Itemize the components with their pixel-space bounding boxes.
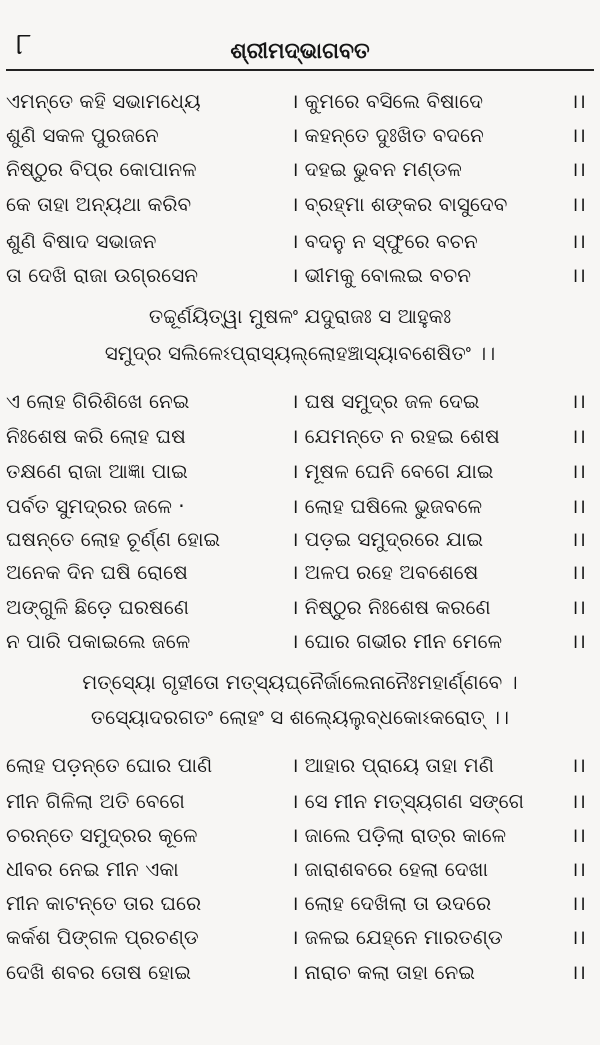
couplet-row <box>0 744 600 784</box>
sanskrit-sloka-line: ତଚ୍ଚୂର୍ଣୟିତ୍ୱା ମୁଷଳଂ ଯଦୁରାଜଃ ସ ଆହୁକଃ <box>148 304 452 328</box>
verse-end-mark: ।। <box>570 494 586 518</box>
verse-end-mark: ।। <box>570 789 586 813</box>
sanskrit-sloka-line: ତସ୍ୟୋଦରଗତଂ ଲୋହଂ ସ ଶଲ୍ୟେଲୁବ୍ଧକୋଽକରୋତ୍ ।। <box>90 705 510 729</box>
sanskrit-sloka-line: ସମୁଦ୍ର ସଲିଳେଽପ୍ରାସ୍ୟଲ୍ଲୋହଞ୍ଚାସ୍ୟାବଶେଷିତଂ ।। <box>104 341 496 365</box>
couplet-second-half: । ମୂଷଳ ଘେନି ବେଗେ ଯାଇ <box>291 458 536 484</box>
couplet-second-half: । ଘଷ ସମୁଦ୍ର ଜଳ ଦେଇ <box>291 388 536 414</box>
verse-end-mark: ।। <box>570 389 586 413</box>
couplet-row <box>0 450 600 490</box>
couplet-row <box>0 916 600 956</box>
couplet-first-half: ଶୁଣି ସକଳ ପୁରଜନେ <box>6 123 159 147</box>
verse-end-mark: ।। <box>570 925 586 949</box>
sanskrit-sloka-line: ମତ୍ସ୍ୟୋ ଗୃହୀତୋ ମତ୍ସ୍ୟଘ୍ନୈର୍ଜାଲେନାନୈଃମହାର୍ଣ୍ଣବେ । <box>82 670 518 694</box>
couplet-first-half: ଧୀବର ନେଇ ମୀନ ଏକା <box>6 857 179 881</box>
header-rule <box>6 69 594 71</box>
couplet-first-half: ଶୁଣି ବିଷାଦ ସଭାଜନ <box>6 229 157 253</box>
couplet-row <box>0 380 600 420</box>
couplet-row <box>0 551 600 591</box>
couplet-second-half: । ବଦନୁ ନ ସ୍ଫୁରେ ବଚନ <box>291 228 536 254</box>
couplet-second-half: । କୁମରେ ବସିଲେ ବିଷାଦେ <box>291 88 536 114</box>
verse-end-mark: ।। <box>570 123 586 147</box>
couplet-second-half: । ଆହାର ପ୍ରାୟେ ତାହା ମଣି <box>291 752 536 778</box>
couplet-first-half: ନ ପାରି ପକାଇଲେ ଜଳେ <box>6 629 191 653</box>
running-title: ଶ୍ରୀମଦ୍ଭାଗବତ <box>230 39 370 64</box>
couplet-first-half: କର୍କଶ ପିଙ୍ଗଳ ପ୍ରଚଣ୍ଡ <box>6 925 199 949</box>
verse-end-mark: ।। <box>570 229 586 253</box>
couplet-second-half: । ଯେମନ୍ତେ ନ ରହଇ ଶେଷ <box>291 423 536 449</box>
couplet-second-half: । ନିଷ୍ଠୁର ନିଃଶେଷ କରଣେ <box>291 594 536 620</box>
couplet-first-half: ତା ଦେଖି ରାଜା ଉଗ୍ରସେନ <box>6 263 199 287</box>
verse-end-mark: ।। <box>570 857 586 881</box>
verse-end-mark: ।। <box>570 595 586 619</box>
couplet-second-half: । ଭୀମକୁ ବୋଲଇ ବଚନ <box>291 262 536 288</box>
couplet-second-half: । ସେ ମୀନ ମତ୍ସ୍ୟଗଣ ସଙ୍ଗେ <box>291 788 536 814</box>
couplet-first-half: କେ ତାହା ଅନ୍ୟଥା କରିବ <box>6 192 192 216</box>
verse-end-mark: ।। <box>570 629 586 653</box>
verse-end-mark: ।। <box>570 753 586 777</box>
verse-end-mark: ।। <box>570 89 586 113</box>
couplet-second-half: । ନାରାଚ କଲା ତାହା ନେଇ <box>291 959 536 985</box>
couplet-first-half: ନିଃଶେଷ କରି ଲୋହ ଘଷ <box>6 424 186 448</box>
couplet-row <box>0 148 600 188</box>
couplet-second-half: । ଜଳଇ ଯେହ୍ନେ ମାରତଣ୍ଡ <box>291 924 536 950</box>
couplet-second-half: । ଘୋର ଗଭୀର ମୀନ ମେଳେ <box>291 628 536 654</box>
couplet-second-half: । ଜାଲେ ପଡ଼ିଲା ରାତ୍ର କାଳେ <box>291 822 536 848</box>
page-header <box>0 0 600 70</box>
couplet-second-half: । ବ୍ରହ୍ମା ଶଙ୍କର ବାସୁଦେବ <box>291 191 536 217</box>
verse-end-mark: ।। <box>570 459 586 483</box>
couplet-row <box>0 415 600 455</box>
verse-end-mark: ।। <box>570 527 586 551</box>
verse-end-mark: ।। <box>570 263 586 287</box>
verse-end-mark: ।। <box>570 157 586 181</box>
page-number: ୮ <box>16 27 32 62</box>
verse-end-mark: ।। <box>570 560 586 584</box>
couplet-first-half: ଅଙ୍ଗୁଳି ଛିଡ଼େ ଘରଷଣେ <box>6 595 189 619</box>
verse-end-mark: ।। <box>570 823 586 847</box>
couplet-first-half: ଅନେକ ଦିନ ଘଷି ରୋଷେ <box>6 560 188 584</box>
couplet-second-half: । ଦହଇ ଭୁବନ ମଣ୍ଡଳ <box>291 156 536 182</box>
couplet-first-half: ଘଷନ୍ତେ ଲୋହ ଚୂର୍ଣ୍ଣ ହୋଇ <box>6 527 221 551</box>
couplet-row <box>0 183 600 223</box>
couplet-second-half: । ଲୋହ ଦେଖିଲା ତା ଉଦରେ <box>291 890 536 916</box>
couplet-first-half: ଏମନ୍ତେ କହି ସଭାମଧ୍ୟେ <box>6 89 201 113</box>
couplet-first-half: ପର୍ବତ ସୁମଦ୍ରର ଜଳେ · <box>6 494 185 518</box>
couplet-row <box>0 951 600 991</box>
couplet-first-half: ମୀନ ଗିଳିଲା ଅତି ବେଗେ <box>6 789 185 813</box>
couplet-first-half: ଦେଖି ଶବର ତୋଷ ହୋଇ <box>6 960 192 984</box>
couplet-first-half: ନିଷ୍ଠୁର ବିପ୍ର କୋପାନଳ <box>6 157 197 181</box>
couplet-second-half: । ଅଳପ ରହେ ଅବଶେଷେ <box>291 559 536 585</box>
couplet-second-half: । ଲୋହ ଘଷିଲେ ଭୁଜବଳେ <box>291 493 536 519</box>
couplet-first-half: ଲୋହ ପଡ଼ନ୍ତେ ଘୋର ପାଣି <box>6 753 213 777</box>
couplet-first-half: ଏ ଲୋହ ଗିରିଶିଖେ ନେଇ <box>6 389 190 413</box>
couplet-row <box>0 254 600 294</box>
verse-end-mark: ।। <box>570 192 586 216</box>
couplet-second-half: । ପଡ଼ଇ ସମୁଦ୍ରରେ ଯାଇ <box>291 526 536 552</box>
couplet-first-half: ମୀନ କାଟନ୍ତେ ତାର ଘରେ <box>6 891 202 915</box>
couplet-first-half: ତକ୍ଷଣେ ରାଜା ଆଜ୍ଞା ପାଇ <box>6 459 188 483</box>
couplet-first-half: ଚରନ୍ତେ ସମୁଦ୍ରର କୂଳେ <box>6 823 198 847</box>
verse-end-mark: ।। <box>570 891 586 915</box>
verse-end-mark: ।। <box>570 424 586 448</box>
couplet-second-half: । ଜାରାଶବରେ ହେଲା ଦେଖା <box>291 856 536 882</box>
couplet-row <box>0 620 600 660</box>
verse-end-mark: ।। <box>570 960 586 984</box>
couplet-second-half: । କହନ୍ତେ ଦୁଃଖିତ ବଦନେ <box>291 122 536 148</box>
